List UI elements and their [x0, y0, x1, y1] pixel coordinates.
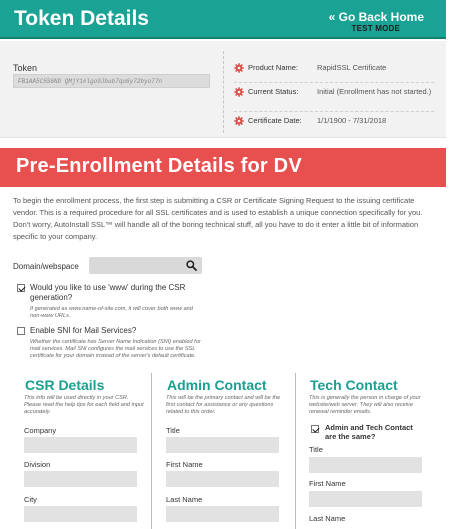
token-label: Token	[13, 63, 38, 73]
sni-option-note: Whether the certificate has Server Name Indication (SNI) enabled for mail services. Mail SNI configures the mail services to use the SSL certificate for your domain instead of the server's default certificate.	[30, 339, 201, 359]
admin-contact-note: This will be the primary contact and will be the first contact for assistance or any questions related to this order.	[166, 395, 281, 415]
info-value: RapidSSL Certificate	[317, 63, 387, 72]
tech-last-name-label: Last Name	[309, 514, 346, 523]
tech-contact-title: Tech Contact	[310, 377, 398, 393]
section-title: Pre-Enrollment Details for DV	[16, 155, 302, 177]
www-option-label: Would you like to use 'www' during the CSR generation?	[30, 283, 186, 302]
column-divider	[295, 373, 296, 529]
www-option-note: If generated as www.name-of-site.com, it will cover both www and non-www URLs.	[30, 306, 193, 319]
token-value: FB1AA5C5S6ND QMjY1#lgo9Jbub7qu6y72byo77n	[13, 74, 210, 88]
info-value: Initial (Enrollment has not started.)	[317, 87, 432, 96]
csr-details-title: CSR Details	[25, 377, 105, 393]
csr-details-note: This info will be used directly in your CSR. Please read the help tips for each field and input accurately.	[24, 395, 144, 415]
admin-last-name-input[interactable]	[166, 506, 279, 522]
tech-contact-note: This is generally the person in charge of your website/web server. They will also receive renewal reminder emails.	[309, 395, 421, 415]
same-contact-checkbox[interactable]	[311, 425, 319, 433]
token-panel	[0, 41, 446, 138]
info-row-date	[234, 114, 434, 136]
domain-field	[89, 257, 202, 274]
search-icon[interactable]	[186, 260, 197, 271]
tech-title-input[interactable]	[309, 457, 422, 473]
info-key: Certificate Date:	[248, 116, 302, 125]
same-contact-label: Admin and Tech Contact are the same?	[325, 423, 413, 441]
divider	[223, 51, 224, 133]
admin-title-input[interactable]	[166, 437, 279, 453]
page-header	[0, 0, 446, 39]
admin-contact-title: Admin Contact	[167, 377, 267, 393]
division-label: Division	[24, 460, 51, 469]
admin-first-name-label: First Name	[166, 460, 203, 469]
company-input[interactable]	[24, 437, 137, 453]
tech-first-name-input[interactable]	[309, 491, 422, 507]
city-label: City	[24, 495, 37, 504]
admin-last-name-label: Last Name	[166, 495, 203, 504]
test-mode-label: TEST MODE	[351, 24, 400, 33]
admin-title-label: Title	[166, 426, 180, 435]
info-row-status	[234, 85, 434, 112]
info-key: Current Status:	[248, 87, 299, 96]
page-title: Token Details	[14, 7, 149, 30]
admin-first-name-input[interactable]	[166, 471, 279, 487]
company-label: Company	[24, 426, 57, 435]
section-banner	[0, 148, 446, 187]
sni-option-label: Enable SNI for Mail Services?	[30, 326, 137, 335]
gear-icon	[234, 63, 244, 73]
go-back-home-link[interactable]: « Go Back Home	[328, 10, 424, 24]
division-input[interactable]	[24, 471, 137, 487]
www-checkbox[interactable]	[17, 284, 25, 292]
info-key: Product Name:	[248, 63, 299, 72]
tech-title-label: Title	[309, 445, 323, 454]
domain-input[interactable]	[89, 257, 184, 274]
info-value: 1/1/1900 - 7/31/2018	[317, 116, 387, 125]
domain-label: Domain/webspace	[13, 262, 79, 271]
gear-icon	[234, 87, 244, 97]
info-row-product	[234, 61, 434, 83]
gear-icon	[234, 116, 244, 126]
city-input[interactable]	[24, 506, 137, 522]
column-divider	[151, 373, 152, 529]
tech-first-name-label: First Name	[309, 479, 346, 488]
intro-text: To begin the enrollment process, the first step is submitting a CSR or Certificate Signing Request to the issuing certificate vendor. This is a required procedure for all SSL certificates and is used to establish a unique connection specifically for you. Don't worry, AutoInstall SSL™ will handle all of the boring technical stuff, all you have to do it enter a little bit of information specific to your company.	[13, 196, 423, 241]
sni-checkbox[interactable]	[17, 327, 25, 335]
